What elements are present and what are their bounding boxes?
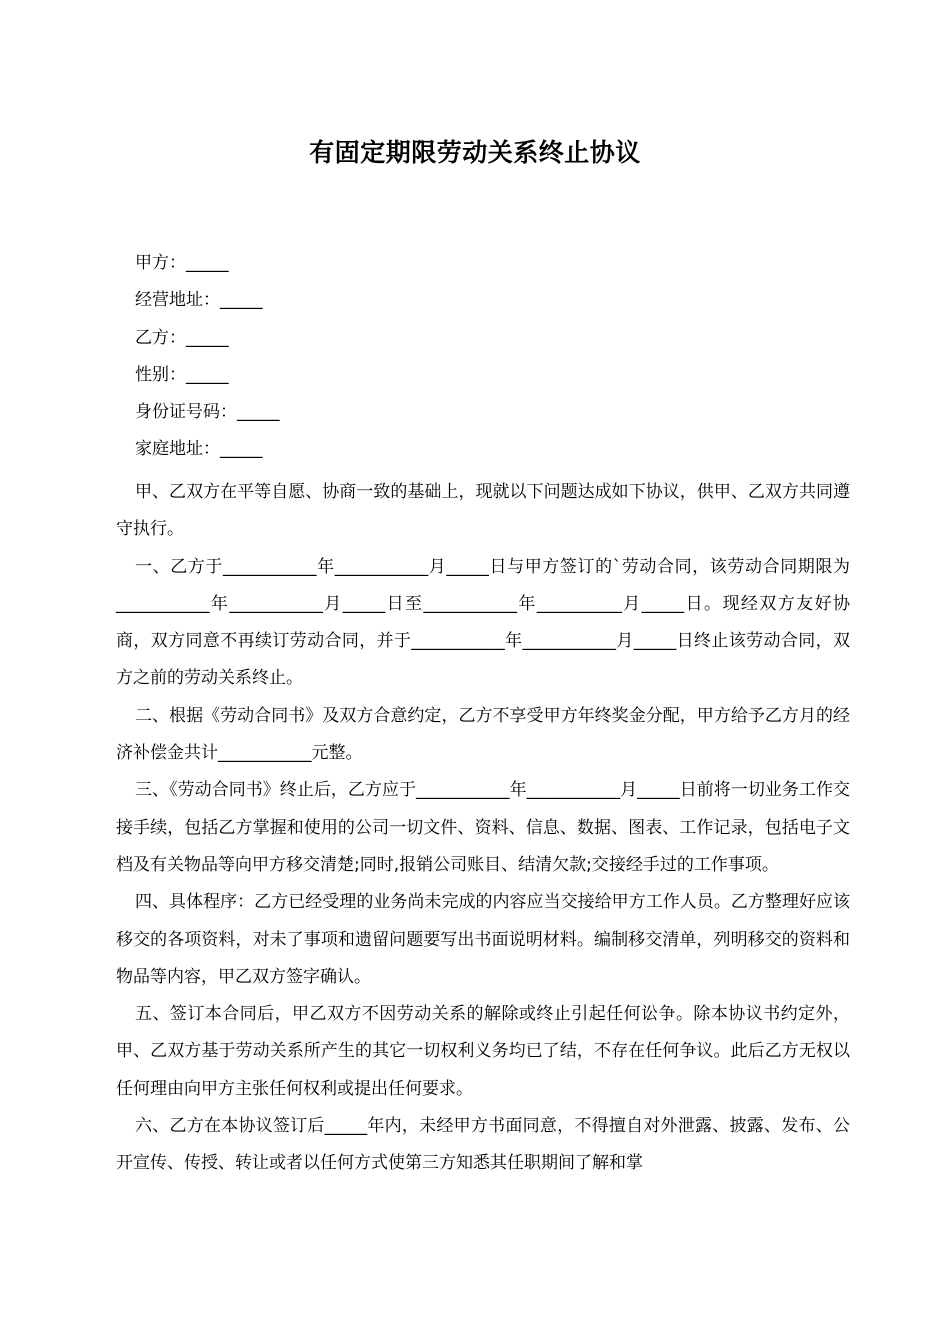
- field-id-number: 身份证号码：_____: [135, 402, 280, 423]
- paragraph-clause-6: 六、乙方在本协议签订后_____年内，未经甲方书面同意，不得擅自对外泄露、披露、发布、公开宣传、传授、转让或者以任何方式使第三方知悉其任职期间了解和掌: [116, 1116, 850, 1174]
- paragraph-clause-2: 二、根据《劳动合同书》及双方合意约定，乙方不享受甲方年终奖金分配，甲方给予乙方月的经济补偿金共计___________元整。: [116, 705, 850, 764]
- paragraph-clause-3: 三、《劳动合同书》终止后，乙方应于___________年___________月_____日前将一切业务工作交接手续，包括乙方掌握和使用的公司一切文件、资料、信息、数据、图表、工作记录，包括电子文档及有关物品等向甲方移交清楚;同时,报销公司账目、结清欠款;交接经手过的工作事项。: [116, 780, 850, 875]
- paragraph-preamble: 甲、乙双方在平等自愿、协商一致的基础上，现就以下问题达成如下协议，供甲、乙双方共同遵守执行。: [116, 482, 850, 540]
- field-party-a: 甲方：_____: [135, 253, 229, 273]
- field-business-address: 经营地址：_____: [135, 290, 263, 311]
- document-title: 有固定期限劳动关系终止协议: [309, 138, 641, 167]
- party-info-fields: [135, 251, 280, 475]
- agreement-body: [116, 474, 850, 1183]
- paragraph-clause-4: 四、具体程序：乙方已经受理的业务尚未完成的内容应当交接给甲方工作人员。乙方整理好应该移交的各项资料，对未了事项和遗留问题要写出书面说明材料。编制移交清单，列明移交的资料和物品等内容，甲乙双方签字确认。: [116, 892, 850, 987]
- paragraph-clause-5: 五、签订本合同后，甲乙双方不因劳动关系的解除或终止引起任何讼争。除本协议书约定外，甲、乙双方基于劳动关系所产生的其它一切权利义务均已了结，不存在任何争议。此后乙方无权以任何理由向甲方主张任何权利或提出任何要求。: [116, 1004, 850, 1099]
- field-party-b: 乙方：_____: [135, 327, 229, 348]
- field-gender: 性别：_____: [135, 364, 229, 385]
- paragraph-clause-1: 一、乙方于___________年___________月_____日与甲方签订的`劳动合同，该劳动合同期限为___________年___________月_____日至___________年__________月_____日。现经双方友好协商，双方同意不再续订劳动合同，并于___________年___________月_____日终止该劳动合同，双方之前的劳动关系终止。: [116, 556, 850, 689]
- field-home-address: 家庭地址：_____: [135, 439, 263, 460]
